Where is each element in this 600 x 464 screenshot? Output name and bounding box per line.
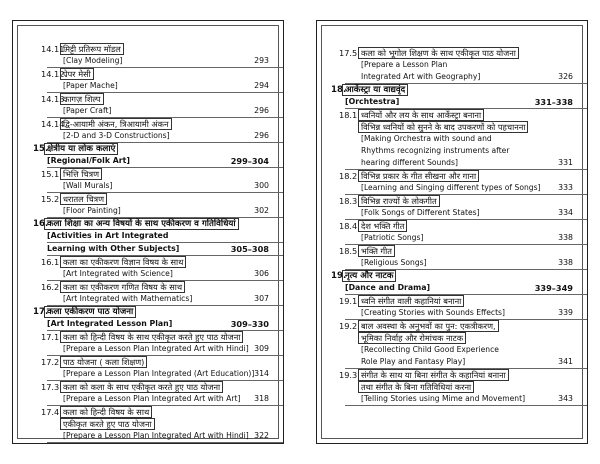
toc-entry-english: [Activities in Art Integrated: [47, 231, 169, 240]
toc-entry: [331, 332, 573, 344]
toc-entry-title: भित्ति चित्रण: [60, 168, 102, 180]
toc-entry-title-wrap: [361, 369, 509, 381]
toc-entry-title: नृत्य और नाटक: [342, 270, 396, 282]
toc-entry: [33, 130, 269, 142]
toc-entry-title-wrap: [63, 406, 152, 418]
toc-entry-title-wrap: [47, 218, 239, 230]
toc-list-right: [331, 47, 573, 406]
toc-entry-page: 314: [254, 369, 269, 378]
toc-entry: [331, 207, 573, 219]
toc-entry-number: 14.13.: [41, 94, 68, 104]
toc-entry: [331, 145, 573, 157]
toc-entry: [331, 369, 573, 381]
toc-entry: [331, 270, 573, 282]
toc-entry-title-wrap: [63, 418, 155, 430]
toc-entry-number: 17.2.: [41, 357, 62, 367]
toc-entry: [33, 205, 269, 217]
toc-entry-title: कला को हिन्दी विषय के साथ: [60, 406, 152, 418]
toc-entry-title-wrap: [63, 281, 185, 293]
toc-entry-english: [Prepare a Lesson Plan Integrated Art with Hindi]: [63, 344, 249, 353]
toc-entry-english: [Art Integrated with Mathematics]: [63, 294, 193, 303]
toc-entry-title: ध्वनि संगीत वाली कहानियां बनाना: [358, 295, 464, 307]
toc-entry: [331, 220, 573, 232]
toc-entry-number: 19.1.: [339, 296, 360, 306]
toc-entry-page: 338: [558, 258, 573, 267]
toc-entry-title: भूमिका निर्वाह और रोमांचक नाटक: [358, 332, 466, 344]
toc-entry: [33, 293, 269, 305]
toc-entry-title-wrap: [63, 331, 243, 343]
toc-entry-page: 299–304: [230, 156, 269, 166]
toc-entry-title: आर्केस्ट्रा या वाद्यवृंद: [342, 84, 408, 96]
toc-entry: [331, 170, 573, 182]
toc-entry: [33, 256, 269, 268]
toc-entry-title: बाल अवस्था के अनुभवों का पुन: एकत्रीकरण,: [358, 320, 499, 332]
toc-entry: [331, 257, 573, 269]
toc-entry-title-wrap: [47, 306, 136, 318]
toc-entry-page: 296: [254, 106, 269, 115]
toc-entry-page: 318: [254, 394, 269, 403]
toc-entry: [331, 307, 573, 319]
toc-entry-page: 306: [254, 269, 269, 278]
toc-entry-title-wrap: [345, 270, 396, 282]
toc-entry: [33, 118, 269, 130]
toc-entry: [331, 157, 573, 169]
toc-entry-title: कागज़ शिल्प: [60, 93, 104, 105]
toc-entry-page: 334: [558, 208, 573, 217]
toc-entry: [331, 96, 573, 108]
toc-entry-title-wrap: [361, 220, 407, 232]
toc-entry-number: 18.5.: [339, 246, 360, 256]
toc-entry-title: कला को कला के साथ एकीकृत करते हुए पाठ योजना: [60, 381, 223, 393]
toc-entry-english: [Prepare a Lesson Plan Integrated (Art Education)]: [63, 369, 255, 378]
toc-entry-title-wrap: [63, 168, 102, 180]
toc-entry: [33, 306, 269, 318]
toc-entry-english: [Prepare a Lesson Plan: [361, 60, 448, 69]
toc-entry-page: 339–349: [534, 283, 573, 293]
toc-entry: [33, 356, 269, 368]
toc-entry-english: [Making Orchestra with sound and: [361, 134, 492, 143]
toc-entry: [33, 343, 269, 355]
toc-entry-page: 326: [558, 72, 573, 81]
toc-entry-page: 300: [254, 181, 269, 190]
toc-entry-title-wrap: [63, 68, 94, 80]
toc-entry-title: कला का एकीकरण विज्ञान विषय के साथ: [60, 256, 186, 268]
toc-entry: [331, 121, 573, 133]
toc-entry-title-wrap: [63, 256, 186, 268]
toc-entry-title-wrap: [63, 43, 124, 55]
toc-entry-title: विभिन्न राज्यों के लोकगीत: [358, 195, 440, 207]
toc-entry-title-wrap: [361, 195, 440, 207]
toc-entry-english: [Clay Modeling]: [63, 56, 123, 65]
toc-entry-title: विभिन्न ध्वनियों को सुनने के बाद उपकरणों को पहचानना: [358, 121, 528, 133]
toc-entry-english: [Religious Songs]: [361, 258, 427, 267]
toc-entry-english: Rhythms recognizing instruments after: [361, 146, 510, 155]
toc-entry-page: 309–330: [230, 319, 269, 329]
toc-entry: [33, 68, 269, 80]
toc-entry: [331, 84, 573, 96]
toc-entry: [331, 393, 573, 405]
toc-divider: [345, 405, 587, 406]
toc-entry-number: 17.: [33, 307, 49, 317]
toc-entry-page: 309: [254, 344, 269, 353]
toc-entry-english: [Floor Painting]: [63, 206, 121, 215]
toc-entry-page: 331–338: [534, 97, 573, 107]
toc-entry-number: 17.3.: [41, 382, 62, 392]
toc-entry-title-wrap: [63, 118, 172, 130]
toc-entry: [331, 232, 573, 244]
toc-entry: [331, 182, 573, 194]
toc-entry: [33, 268, 269, 280]
toc-entry-title-wrap: [361, 245, 395, 257]
toc-entry-title-wrap: [63, 93, 104, 105]
toc-entry-page: 296: [254, 131, 269, 140]
toc-entry-english: [Telling Stories using Mime and Movement]: [361, 394, 526, 403]
toc-entry-page: 293: [254, 56, 269, 65]
toc-entry: [33, 368, 269, 380]
toc-entry-title: भक्ति गीत: [358, 245, 395, 257]
toc-entry-title-wrap: [361, 320, 499, 332]
toc-entry-page: 331: [558, 158, 573, 167]
toc-entry-english: [Paper Mache]: [63, 81, 118, 90]
toc-entry-title: संगीत के साथ या बिना संगीत के कहानियां बनाना: [358, 369, 509, 381]
toc-entry: [33, 318, 269, 330]
toc-entry-number: 15.1.: [41, 169, 62, 179]
toc-entry: [331, 109, 573, 121]
toc-entry-page: 343: [558, 394, 573, 403]
toc-entry-english: [Recollecting Child Good Experience: [361, 345, 499, 354]
toc-entry-english: [Orchtestra]: [345, 97, 400, 106]
toc-entry-english: [Art Integrated with Science]: [63, 269, 173, 278]
toc-entry: [331, 71, 573, 83]
toc-entry-page: 305–308: [230, 244, 269, 254]
toc-entry: [33, 193, 269, 205]
toc-entry: [33, 418, 269, 430]
toc-entry-english: [Patriotic Songs]: [361, 233, 424, 242]
toc-entry-title: द्वि-आयामी अंकन, त्रिआयामी अंकन: [60, 118, 172, 130]
toc-entry: [331, 133, 573, 145]
toc-entry: [33, 168, 269, 180]
toc-entry: [33, 155, 269, 167]
toc-entry-title: मिट्टी प्रतिरूप मॉडल: [60, 43, 124, 55]
toc-entry: [33, 406, 269, 418]
toc-entry-page: 294: [254, 81, 269, 90]
toc-entry-title-wrap: [47, 143, 118, 155]
toc-entry-number: 19.: [331, 271, 347, 281]
toc-entry-number: 14.12.: [41, 69, 68, 79]
toc-entry-number: 18.1.: [339, 110, 360, 120]
toc-entry-number: 16.: [33, 219, 49, 229]
toc-entry-number: 15.: [33, 144, 49, 154]
toc-entry: [33, 93, 269, 105]
toc-entry-number: 15.2.: [41, 194, 62, 204]
toc-entry-english: [Learning and Singing different types of Songs]: [361, 183, 541, 192]
toc-entry: [33, 180, 269, 192]
toc-entry-number: 16.2.: [41, 282, 62, 292]
toc-entry: [33, 243, 269, 255]
toc-entry-title-wrap: [361, 47, 519, 59]
toc-entry-english: [Creating Stories with Sounds Effects]: [361, 308, 505, 317]
toc-entry-title: पेपर मेसी: [60, 68, 94, 80]
toc-page-left: [12, 20, 284, 444]
toc-entry-english: Integrated Art with Geography]: [361, 72, 481, 81]
toc-entry-number: 18.3.: [339, 196, 360, 206]
toc-entry: [33, 55, 269, 67]
toc-page-right: [316, 20, 588, 444]
toc-entry: [331, 295, 573, 307]
toc-entry-page: 338: [558, 233, 573, 242]
toc-entry-page: 341: [558, 357, 573, 366]
toc-entry-title-wrap: [361, 295, 464, 307]
toc-entry: [33, 331, 269, 343]
toc-divider: [47, 442, 283, 443]
toc-entry-english: [Dance and Drama]: [345, 283, 431, 292]
toc-entry: [33, 218, 269, 230]
toc-entry-number: 14.11.: [41, 44, 68, 54]
toc-entry-page: 333: [558, 183, 573, 192]
toc-entry: [33, 43, 269, 55]
toc-entry: [33, 80, 269, 92]
toc-entry-english: [Regional/Folk Art]: [47, 156, 130, 165]
toc-entry-title: कला को हिन्दी विषय के साथ एकीकृत करते हुए पाठ योजना: [60, 331, 243, 343]
toc-entry: [331, 344, 573, 356]
toc-entry-number: 19.2.: [339, 321, 360, 331]
toc-entry-number: 19.3.: [339, 370, 360, 380]
toc-entry: [33, 430, 269, 442]
toc-entry-page: 302: [254, 206, 269, 215]
toc-entry-title: ध्वनियों और लय के साथ आर्केस्ट्रा बनाना: [358, 109, 484, 121]
toc-entry-number: 14.14.: [41, 119, 68, 129]
toc-entry: [331, 282, 573, 294]
toc-entry-title: कला का एकीकरण गणित विषय के साथ: [60, 281, 185, 293]
toc-entry: [33, 381, 269, 393]
toc-entry: [33, 281, 269, 293]
toc-entry: [33, 105, 269, 117]
toc-entry: [331, 195, 573, 207]
toc-entry-title: एकीकृत करते हुए पाठ योजना: [60, 418, 155, 430]
toc-entry-english: [Folk Songs of Different States]: [361, 208, 480, 217]
toc-entry-title: कला एकीकरण पाठ योजना: [44, 306, 136, 318]
toc-entry-title-wrap: [63, 193, 107, 205]
toc-entry-english: hearing different Sounds]: [361, 158, 458, 167]
toc-entry-title: विभिन्न प्रकार के गीत सीखना और गाना: [358, 170, 479, 182]
toc-entry-title-wrap: [361, 121, 528, 133]
toc-entry-english: [Prepare a Lesson Plan Integrated Art with Hindi]: [63, 431, 249, 440]
toc-entry-title: क्षेत्रीय या लोक कलाएं: [44, 143, 118, 155]
toc-entry-number: 17.5.: [339, 48, 360, 58]
toc-entry-english: [2-D and 3-D Constructions]: [63, 131, 170, 140]
toc-entry: [331, 245, 573, 257]
toc-entry-page: 322: [254, 431, 269, 440]
toc-entry-title: कला को भूगोल शिक्षण के साथ एकीकृत पाठ योजना: [358, 47, 519, 59]
toc-entry: [33, 393, 269, 405]
toc-entry-english: Role Play and Fantasy Play]: [361, 357, 466, 366]
toc-entry: [331, 381, 573, 393]
toc-entry-english: [Art Integrated Lesson Plan]: [47, 319, 173, 328]
toc-entry-english: [Prepare a Lesson Plan Integrated Art with Art]: [63, 394, 241, 403]
toc-entry-page: 307: [254, 294, 269, 303]
toc-entry: [331, 59, 573, 71]
toc-entry-title: तथा संगीत के बिना गतिविधियां करना: [358, 381, 474, 393]
toc-entry-english: [Wall Murals]: [63, 181, 113, 190]
toc-entry: [331, 47, 573, 59]
toc-entry-title-wrap: [361, 170, 479, 182]
toc-entry-number: 16.1.: [41, 257, 62, 267]
toc-entry-english: Learning with Other Subjects]: [47, 244, 180, 253]
toc-entry-title-wrap: [361, 332, 466, 344]
toc-entry-page: 339: [558, 308, 573, 317]
toc-entry: [33, 230, 269, 242]
toc-entry-english: [Paper Craft]: [63, 106, 112, 115]
toc-entry-title-wrap: [345, 84, 408, 96]
toc-entry-number: 17.1.: [41, 332, 62, 342]
toc-entry-number: 18.2.: [339, 171, 360, 181]
toc-entry: [331, 320, 573, 332]
toc-entry-title-wrap: [63, 356, 147, 368]
toc-entry-title: कला शिक्षा का अन्य विषयों के साथ एकीकरण व गतिविधियां: [44, 218, 239, 230]
toc-entry-number: 18.4.: [339, 221, 360, 231]
toc-entry-number: 17.4.: [41, 407, 62, 417]
toc-entry-title-wrap: [63, 381, 223, 393]
toc-entry-title: धरातल चित्रण: [60, 193, 107, 205]
toc-entry: [33, 143, 269, 155]
toc-list-left: [33, 43, 269, 443]
toc-entry-title: देश भक्ति गीत: [358, 220, 407, 232]
toc-entry-title-wrap: [361, 381, 474, 393]
toc-entry: [331, 356, 573, 368]
toc-entry-number: 18.: [331, 85, 347, 95]
toc-entry-title-wrap: [361, 109, 484, 121]
toc-entry-title: पाठ योजना ( कला शिक्षण): [60, 356, 147, 368]
